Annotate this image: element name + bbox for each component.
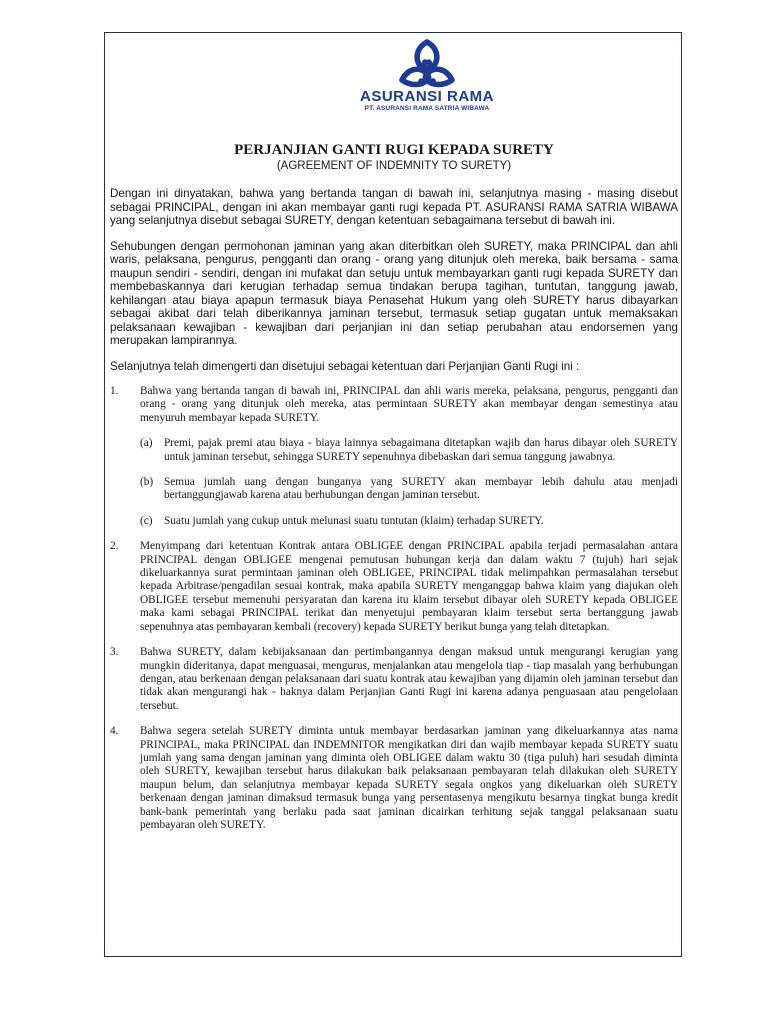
subclause-list bbox=[140, 437, 678, 528]
logo-company-full-name: PT. ASURANSI RAMA SATRIA WIBAWA bbox=[364, 105, 490, 112]
clause-number: 2. bbox=[110, 540, 119, 553]
clause-item bbox=[110, 725, 678, 832]
clause-number: 1. bbox=[110, 385, 119, 397]
clause-item bbox=[110, 540, 678, 634]
paragraph-intro: Dengan ini dinyatakan, bahwa yang bertanda tangan di bawah ini, selanjutnya masing - masing disebut sebagai PRINCIPAL, dengan ini akan membayar ganti rugi kepada PT. ASURANSI RAMA SATRIA WIBAWA yang selanjutnya disebut sebagai SURETY, dengan ketentuan sebagaimana tersebut di bawah ini. bbox=[110, 187, 678, 227]
subclause-text: Suatu jumlah yang cukup untuk melunasi suatu tuntutan (klaim) terhadap SURETY. bbox=[164, 514, 544, 527]
clause-text: Bahwa yang bertanda tangan di bawah ini, PRINCIPAL dan ahli waris mereka, pelaksana, pengurus, pengganti dan orang - orang yang ditunjuk oleh mereka, atas permintaan SURETY akan membayar dengan semestinya atau menyuruh membayar kepada SURETY. bbox=[140, 385, 678, 424]
document-subtitle: (AGREEMENT OF INDEMNITY TO SURETY) bbox=[276, 160, 512, 172]
rama-emblem-icon bbox=[396, 38, 458, 88]
paragraph-provisions-lead: Selanjutnya telah dimengerti dan disetujui sebagai ketentuan dari Perjanjian Ganti Rugi ini : bbox=[110, 359, 580, 373]
clause-number: 4. bbox=[110, 725, 119, 738]
subclause-item bbox=[140, 515, 678, 528]
subclause-item bbox=[140, 437, 678, 464]
clause-text: Menyimpang dari ketentuan Kontrak antara OBLIGEE dengan PRINCIPAL apabila terjadi permasalahan antara PRINCIPAL dengan OBLIGEE mengenai pemutusan hubungan kerja dan dalam waktu 7 (tujuh) hari sejak dikeluarkannya surat permintaan jaminan oleh OBLIGEE, PRINCIPAL tidak melimpahkan permasalahan tersebut kepada Arbitrase/pengadilan sesuai kontrak, maka apabila SURETY menganggap bahwa klaim yang diajukan oleh OBLIGEE tersebut memenuhi persyaratan dan karena itu klaim tersebut dibayar oleh SURETY kepada OBLIGEE maka kami sebagai PRINCIPAL terikat dan menyetujui pembayaran klaim tersebut serta bertanggung jawab sepenuhnya atas pembayaran kembali (recovery) kepada SURETY berikut bunga yang telah ditetapkan. bbox=[140, 540, 678, 633]
company-logo bbox=[352, 38, 502, 120]
clause-text: Bahwa SURETY, dalam kebijaksanaan dan pertimbangannya dengan maksud untuk mengurangi kerugian yang mungkin dideritanya, dapat menguasai, mengurus, menjalankan atau mengelola tiap - tiap masalah yang berhubungan dengan, atau berkenaan dengan pelaksanaan dari suatu kontrak atau kewajiban yang dijamin oleh jaminan tersebut dan tidak akan mengurangi hak - haknya dalam Perjanjian Ganti Rugi ini karena adanya penguasaan atau pengelolaan tersebut. bbox=[140, 646, 678, 712]
subclause-letter: (b) bbox=[140, 476, 154, 489]
subclause-item bbox=[140, 476, 678, 503]
document-title: PERJANJIAN GANTI RUGI KEPADA SURETY bbox=[234, 142, 554, 158]
subclause-letter: (a) bbox=[140, 437, 153, 450]
clause-item bbox=[110, 646, 678, 713]
paragraph-indemnity: Sehubungen dengan permohonan jaminan yang akan diterbitkan oleh SURETY, maka PRINCIPAL dan ahli waris, pelaksana, pengurus, pengganti dan orang - orang yang ditunjuk oleh mereka, baik bersama - sama maupun sendiri - sendiri, dengan ini mufakat dan setuju untuk membayarkan ganti rugi kepada SURETY dan membebaskannya dari kerugian terhadap semua tindakan berupa tagihan, tuntutan, tanggung jawab, kehilangan atau biaya apapun termasuk biaya Penasehat Hukum yang oleh SURETY harus dibayarkan sebagai akibat dari telah diberikannya jaminan tersebut, termasuk setiap gugatan untuk memaksakan pelaksanaan kewajiban - kewajiban dari perjanjian ini dan setiap perubahan atau endorsemen yang merupakan lampirannya. bbox=[110, 239, 678, 347]
subclause-text: Semua jumlah uang dengan bunganya yang SURETY akan membayar lebih dahulu atau menjadi bertanggungjawab karena atau berhubungan dengan jaminan tersebut. bbox=[164, 476, 678, 502]
document-body bbox=[110, 142, 678, 844]
clause-number: 3. bbox=[110, 646, 119, 659]
subclause-text: Premi, pajak premi atau biaya - biaya lainnya sebagaimana ditetapkan wajib dan harus dibayar oleh SURETY untuk jaminan tersebut, sehingga SURETY sepenuhnya dibebaskan dari semua tanggung jawabnya. bbox=[164, 437, 678, 463]
clause-item bbox=[110, 385, 678, 528]
subclause-letter: (c) bbox=[140, 514, 153, 527]
clause-text: Bahwa segera setelah SURETY diminta untuk membayar berdasarkan jaminan yang dikeluarkannya atas nama PRINCIPAL, maka PRINCIPAL dan INDEMNITOR mengikatkan diri dan wajib membayar kepada SURETY suatu jumlah yang sama dengan jaminan yang diminta oleh OBLIGEE dalam waktu 30 (tiga puluh) hari sesudah diminta oleh SURETY, kewajiban tersebut harus dilakukan baik pelaksanaan pembayaran telah dilakukan oleh SURETY maupun belum, dan selanjutnya membayar kepada SURETY segala ongkos yang dikeluarkan oleh SURETY berkenaan dengan jaminan dimaksud termasuk bunga yang persentasenya mengikutu besarnya tingkat bunga kredit bank-bank pemerintah yang berlaku pada saat jaminan dicairkan terhitung sejak tanggal pelaksanaan suatu pembayaran oleh SURETY. bbox=[140, 725, 678, 831]
logo-company-name: ASURANSI RAMA bbox=[360, 88, 494, 105]
